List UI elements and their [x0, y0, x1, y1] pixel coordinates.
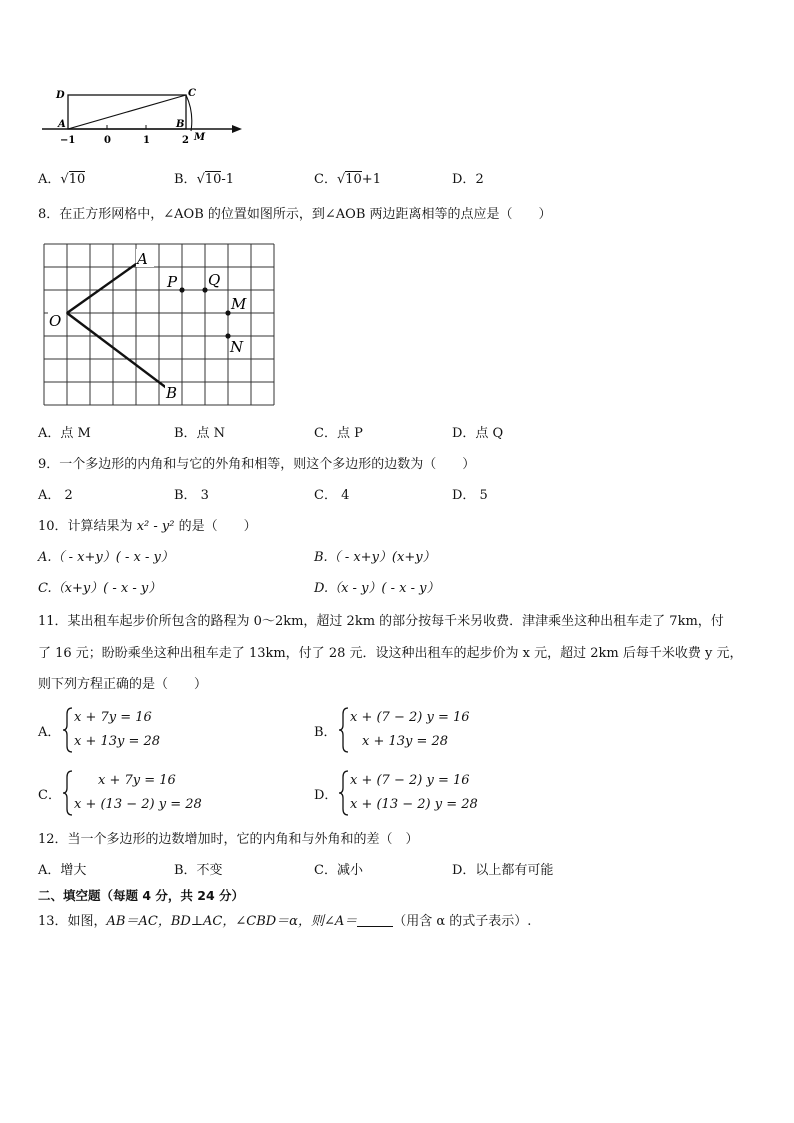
q9-option-a[interactable]: A． 2	[38, 488, 73, 503]
equation-1: x + 7y = 16	[98, 773, 176, 788]
label-q: Q	[208, 271, 221, 289]
q11-option-c[interactable]	[38, 769, 278, 819]
option-letter: C．	[38, 788, 61, 803]
left-brace-icon	[338, 706, 350, 754]
label-b: B	[176, 119, 185, 130]
q8-option-b[interactable]: B．点 N	[174, 426, 226, 441]
q10-option-c[interactable]: C.（x+y）( - x - y）	[38, 581, 162, 596]
diagonal-ac	[68, 95, 186, 129]
option-letter: A．	[38, 172, 61, 187]
label-b: B	[166, 384, 178, 402]
q10-option-b[interactable]: B.（ - x+y）(x+y）	[314, 550, 436, 565]
equation-2: x + (13 − 2) y = 28	[350, 797, 478, 812]
point-m	[225, 310, 230, 315]
q10-stem	[38, 517, 257, 537]
q8-option-c[interactable]: C．点 P	[314, 426, 363, 441]
label-m: M	[231, 295, 247, 313]
tick-label: −1	[60, 135, 76, 146]
option-suffix: -1	[221, 172, 235, 187]
q9-stem: 9．一个多边形的内角和与它的外角和相等，则这个多边形的边数为（ ）	[38, 457, 476, 472]
q7-option-c[interactable]	[314, 170, 381, 190]
sqrt-icon: √	[336, 172, 346, 187]
q11-option-a[interactable]	[38, 706, 278, 756]
radicand: 10	[204, 172, 222, 187]
point-q	[202, 287, 207, 292]
q9-option-c[interactable]: C． 4	[314, 488, 350, 503]
q10-stem-prefix: 10．计算结果为	[38, 519, 137, 534]
q10-stem-suffix: 的是（ ）	[174, 519, 257, 534]
radicand: 10	[68, 172, 86, 187]
equation-2: x + (13 − 2) y = 28	[74, 797, 202, 812]
q10-option-a[interactable]: A.（ - x+y）( - x - y）	[38, 550, 174, 565]
equation-2: x + 13y = 28	[74, 734, 161, 749]
q12-option-a[interactable]: A．增大	[38, 863, 87, 878]
q9-option-b[interactable]: B． 3	[174, 488, 209, 503]
tick-label: 0	[104, 135, 111, 146]
q13-condition: AB＝AC，BD⊥AC，∠CBD＝α，则∠A＝	[106, 914, 358, 929]
q8-grid-figure	[38, 238, 278, 410]
ray-oa	[67, 264, 136, 313]
option-letter: B．	[314, 725, 337, 740]
option-letter: B．	[174, 172, 197, 187]
q9-option-d[interactable]: D． 5	[452, 488, 488, 503]
left-brace-icon	[338, 769, 350, 817]
option-suffix: +1	[361, 172, 381, 187]
q7-figure	[38, 84, 248, 148]
equation-1: x + (7 − 2) y = 16	[350, 773, 470, 788]
q13-prefix: 13．如图，	[38, 914, 107, 929]
radicand: 10	[345, 172, 362, 187]
sqrt-icon: √	[196, 172, 205, 187]
point-p	[179, 287, 184, 292]
option-text: 2	[475, 172, 484, 187]
q11-option-b[interactable]	[314, 706, 554, 756]
answer-blank[interactable]	[357, 912, 393, 927]
q10-stem-expression: x² - y²	[136, 519, 175, 534]
left-brace-icon	[62, 706, 74, 754]
q7-option-b[interactable]	[174, 170, 234, 190]
q13-stem	[38, 912, 531, 932]
q12-option-c[interactable]: C．减小	[314, 863, 363, 878]
label-d: D	[56, 90, 65, 101]
option-letter: A．	[38, 725, 61, 740]
q11-stem-line2: 了 16 元；盼盼乘坐这种出租车走了 13km，付了 28 元．设这种出租车的起步价为 x 元，超过 2km 后每千米收费 y 元，	[38, 646, 743, 661]
label-c: C	[188, 88, 196, 99]
equation-1: x + 7y = 16	[74, 710, 152, 725]
q8-option-d[interactable]: D．点 Q	[452, 426, 504, 441]
tick-label: 1	[143, 135, 150, 146]
q7-option-a[interactable]	[38, 170, 85, 190]
label-o: O	[49, 312, 62, 330]
q8-option-a[interactable]: A．点 M	[38, 426, 91, 441]
q10-option-d[interactable]: D.（x - y）( - x - y）	[314, 581, 440, 596]
q13-suffix: （用含 α 的式子表示）.	[393, 914, 532, 929]
label-a: A	[137, 250, 148, 268]
section-2-title: 二、填空题（每题 4 分，共 24 分）	[38, 888, 245, 903]
arc-cm	[186, 95, 192, 131]
q11-stem-line3: 则下列方程正确的是（ ）	[38, 677, 208, 692]
label-a: A	[58, 119, 66, 130]
q11-stem-line1: 11．某出租车起步价所包含的路程为 0～2km，超过 2km 的部分按每千米另收费．津津乘坐这种出租车走了 7km，付	[38, 614, 724, 629]
q12-stem: 12．当一个多边形的边数增加时，它的内角和与外角和的差（ ）	[38, 832, 419, 847]
label-n: N	[230, 338, 244, 356]
label-p: P	[167, 273, 178, 291]
left-brace-icon	[62, 769, 74, 817]
q12-option-b[interactable]: B．不变	[174, 863, 223, 878]
q7-option-d[interactable]	[452, 170, 484, 190]
label-m: M	[194, 132, 206, 143]
q11-option-d[interactable]	[314, 769, 554, 819]
number-line-arrow-icon	[232, 125, 242, 133]
q8-stem: 8．在正方形网格中，∠AOB 的位置如图所示，到∠AOB 两边距离相等的点应是（ ）	[38, 207, 552, 222]
equation-2: x + 13y = 28	[362, 734, 449, 749]
option-letter: D．	[452, 172, 476, 187]
q12-option-d[interactable]: D．以上都有可能	[452, 863, 554, 878]
option-letter: C．	[314, 172, 337, 187]
tick-label: 2	[182, 135, 189, 146]
option-letter: D．	[314, 788, 338, 803]
ray-ob	[67, 313, 168, 389]
sqrt-icon: √	[60, 172, 69, 187]
equation-1: x + (7 − 2) y = 16	[350, 710, 470, 725]
